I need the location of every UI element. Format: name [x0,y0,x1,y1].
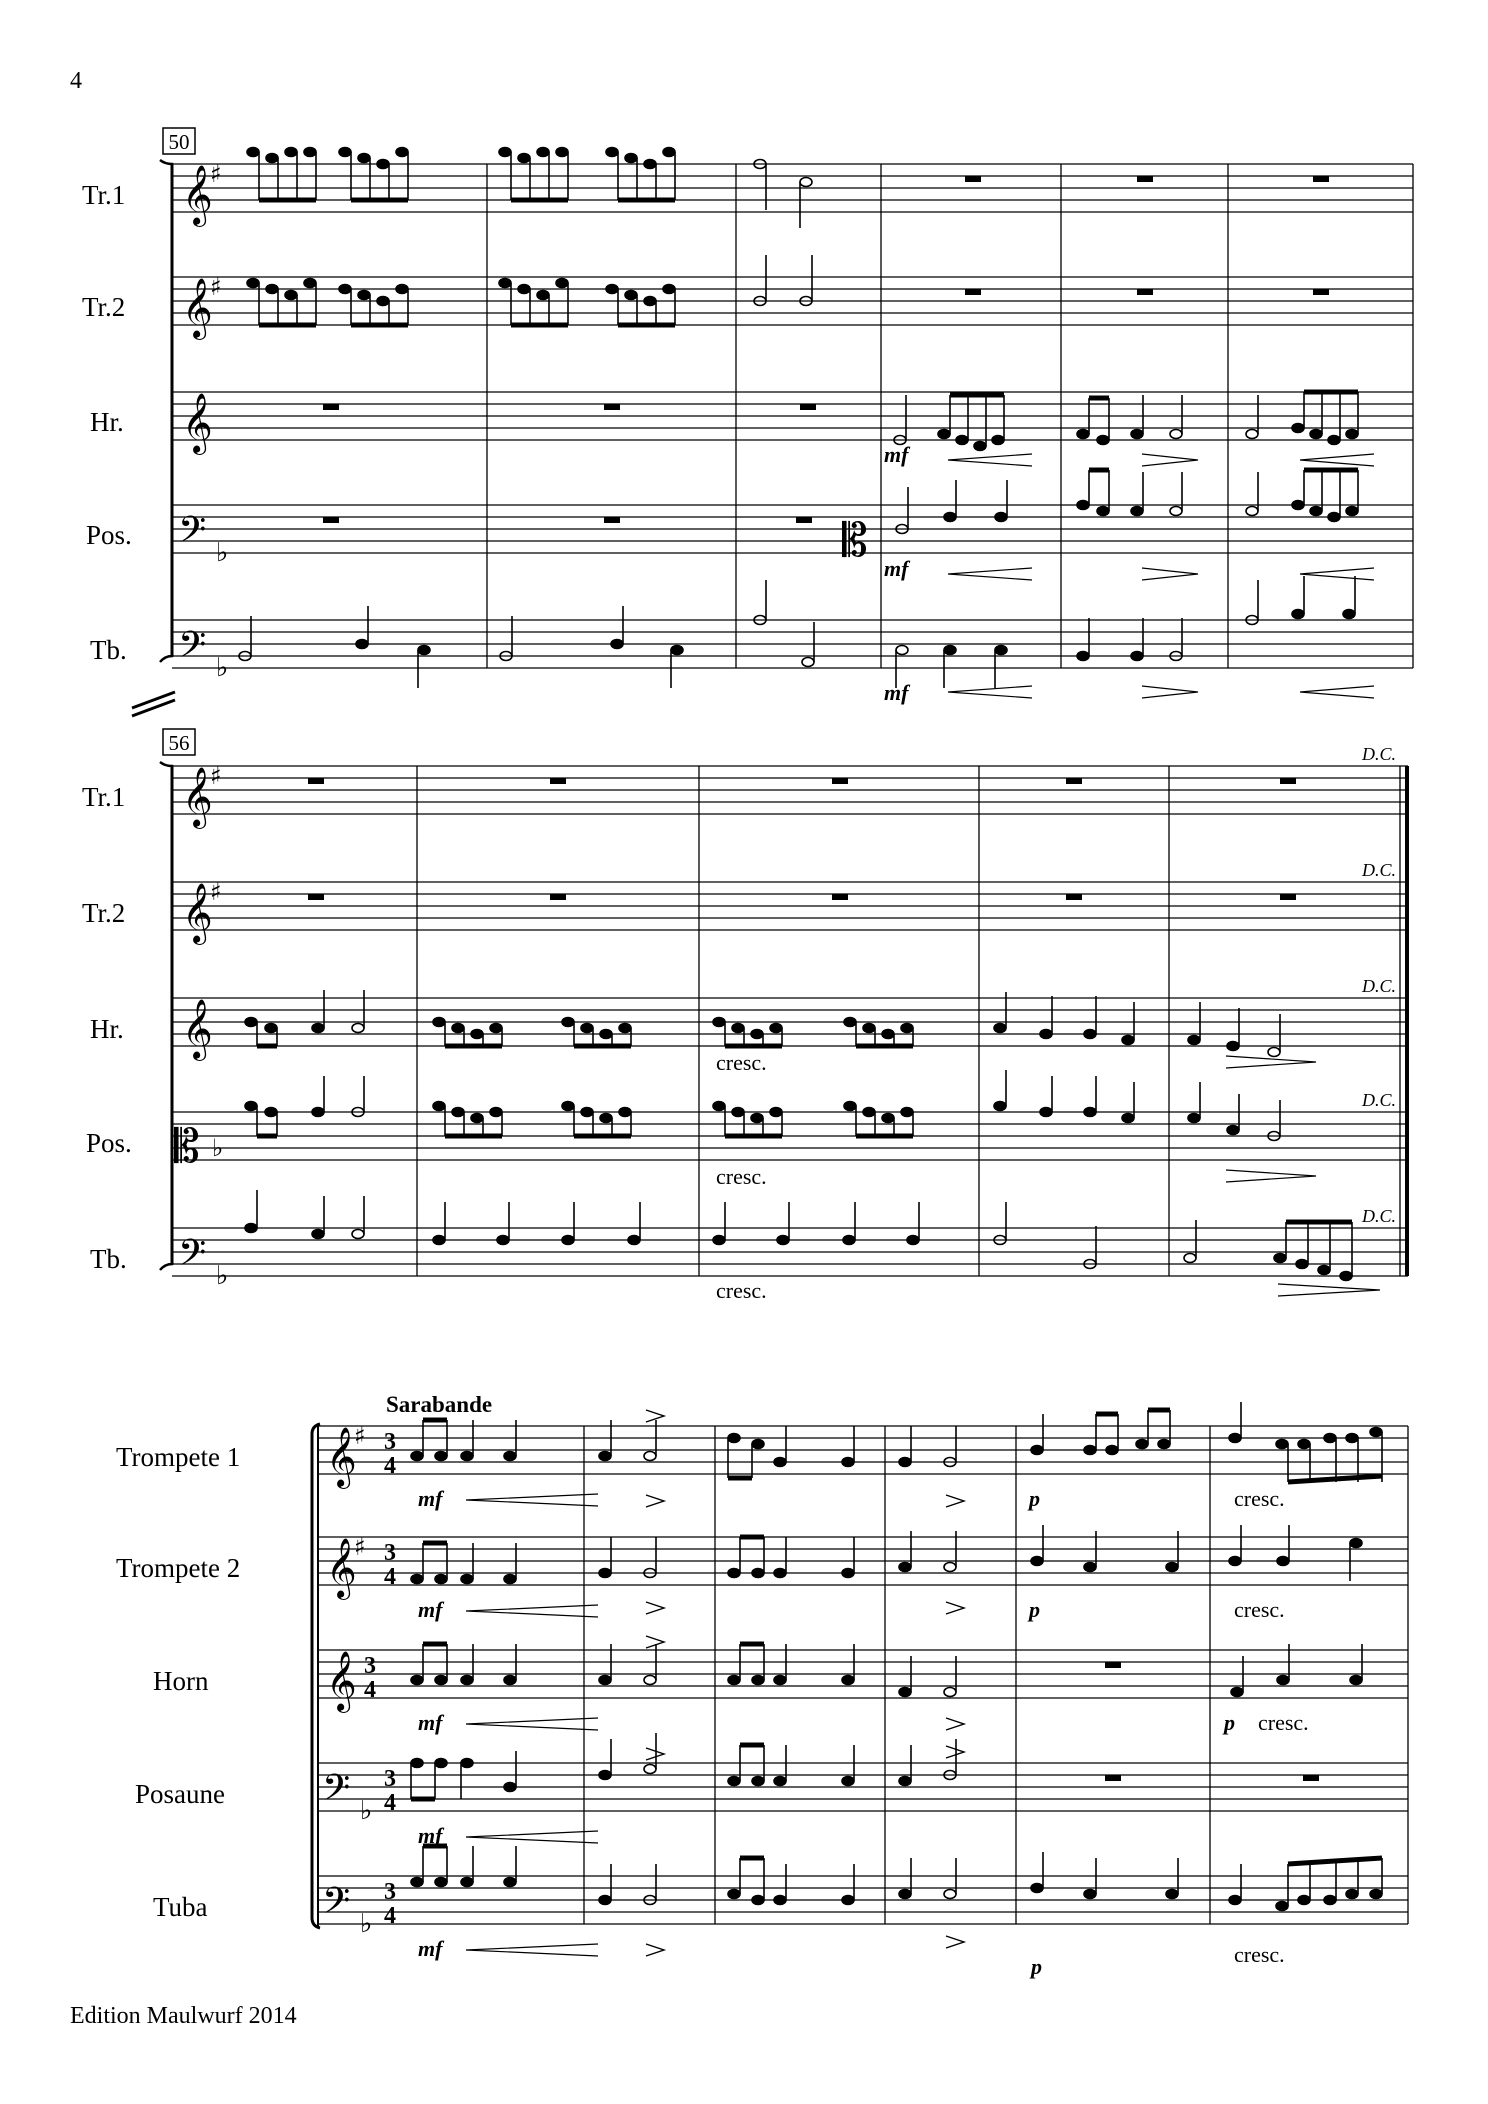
bass-clef-icon: 𝄢 [178,624,207,675]
movement-title: Sarabande [386,1392,493,1417]
page-number: 4 [70,68,82,94]
dynamic-mf: mf [884,680,909,705]
footer-publisher: Edition Maulwurf 2014 [70,2003,297,2029]
svg-text:♭: ♭ [360,1796,373,1826]
bass-clef-icon: 𝄢 [178,1232,207,1283]
svg-text:♯: ♯ [210,273,222,301]
tr1-m50-notes [247,148,408,201]
da-capo-mark: D.C. [1362,1206,1397,1226]
expression-cresc: cresc. [1234,1597,1285,1622]
pos-notes [896,470,1358,534]
expression-cresc: cresc. [1234,1486,1285,1511]
treble-clef-icon: 𝄞 [326,1427,357,1487]
tr2-notes [247,255,812,325]
da-capo-mark: D.C. [1362,744,1397,764]
expression-cresc: cresc. [1258,1710,1309,1735]
dynamic-mf: mf [418,1936,443,1961]
da-capo-mark: D.C. [1362,860,1397,880]
svg-text:♭: ♭ [216,538,229,568]
svg-text:♯: ♯ [354,1533,366,1561]
dynamic-mf: mf [418,1823,443,1848]
time-signature-bottom: 4 [364,1677,376,1703]
dynamic-mf: mf [418,1486,443,1511]
time-signature-top: 3 [384,1540,396,1566]
trompete2-notes [411,1525,1362,1584]
dynamic-mf: mf [884,556,909,581]
dynamic-p: p [1031,1954,1042,1979]
instrument-label-tb: Tb. [90,635,127,665]
dynamic-mf: mf [884,442,909,467]
alto-clef-icon: 𝄡 [174,1119,200,1173]
time-signature-top: 3 [384,1429,396,1455]
expression-cresc: cresc. [716,1278,767,1303]
treble-clef-icon: 𝄞 [182,999,213,1059]
pos-notes [245,1070,1280,1141]
system-1 [82,128,1413,716]
instrument-label-tr1: Tr.1 [82,782,126,812]
dynamic-mf: mf [418,1597,443,1622]
expression-cresc: cresc. [1234,1942,1285,1967]
treble-clef-icon: 𝄞 [326,1538,357,1598]
dynamic-mf: mf [418,1710,443,1735]
expression-cresc: cresc. [716,1164,767,1189]
svg-text:♯: ♯ [210,878,222,906]
time-signature-bottom: 4 [384,1790,396,1816]
instrument-label-pos: Pos. [86,520,132,550]
treble-clef-icon: 𝄞 [182,278,213,338]
da-capo-mark: D.C. [1362,976,1397,996]
dynamic-p: p [1224,1710,1235,1735]
dynamic-p: p [1029,1486,1040,1511]
svg-text:♯: ♯ [210,762,222,790]
time-signature-top: 3 [384,1766,396,1792]
treble-clef-icon: 𝄞 [182,767,213,827]
time-signature-bottom: 4 [384,1564,396,1590]
treble-clef-icon: 𝄞 [182,393,213,453]
instrument-label-tr1: Tr.1 [82,180,126,210]
system-2 [82,729,1408,1303]
instrument-label-pos: Pos. [86,1128,132,1158]
horn-notes [411,1644,1362,1697]
time-signature-top: 3 [364,1653,376,1679]
instrument-label-tuba: Tuba [153,1892,208,1922]
alto-clef-icon: 𝄡 [842,513,868,567]
da-capo-mark: D.C. [1362,1090,1397,1110]
expression-cresc: cresc. [716,1050,767,1075]
instrument-label-trompete-1: Trompete 1 [116,1442,241,1472]
tuba-notes [411,1846,1382,1911]
instrument-label-hr: Hr. [90,407,124,437]
bass-clef-icon: 𝄢 [322,1767,351,1818]
bass-clef-icon: 𝄢 [322,1880,351,1931]
tr1-m52-notes [754,160,812,229]
svg-text:♭: ♭ [212,1134,224,1162]
dynamic-p: p [1029,1597,1040,1622]
svg-text:♯: ♯ [354,1422,366,1450]
instrument-label-tb: Tb. [90,1244,127,1274]
time-signature-bottom: 4 [384,1453,396,1479]
instrument-label-posaune: Posaune [135,1779,225,1809]
trompete1-notes [411,1402,1382,1482]
time-signature-top: 3 [384,1879,396,1905]
posaune-notes [411,1733,1319,1799]
instrument-label-tr2: Tr.2 [82,898,126,928]
svg-text:♭: ♭ [216,653,229,683]
instrument-label-hr: Hr. [90,1014,124,1044]
treble-clef-icon: 𝄞 [182,883,213,943]
measure-number: 56 [168,731,190,755]
bass-clef-icon: 𝄢 [178,509,207,560]
instrument-label-horn: Horn [153,1666,209,1696]
svg-text:♭: ♭ [360,1909,373,1939]
instrument-label-trompete-2: Trompete 2 [116,1553,241,1583]
time-signature-group [364,1429,396,1929]
treble-clef-icon: 𝄞 [182,165,213,225]
treble-clef-icon: 𝄞 [326,1651,357,1711]
horn-notes [894,392,1358,451]
svg-text:♭: ♭ [216,1261,229,1291]
system-3 [116,1392,1408,1979]
measure-number: 50 [168,130,190,154]
tuba-notes [245,1190,1352,1281]
instrument-label-tr2: Tr.2 [82,292,126,322]
svg-text:♯: ♯ [210,160,222,188]
time-signature-bottom: 4 [384,1903,396,1929]
tr1-m51-notes [499,148,675,201]
